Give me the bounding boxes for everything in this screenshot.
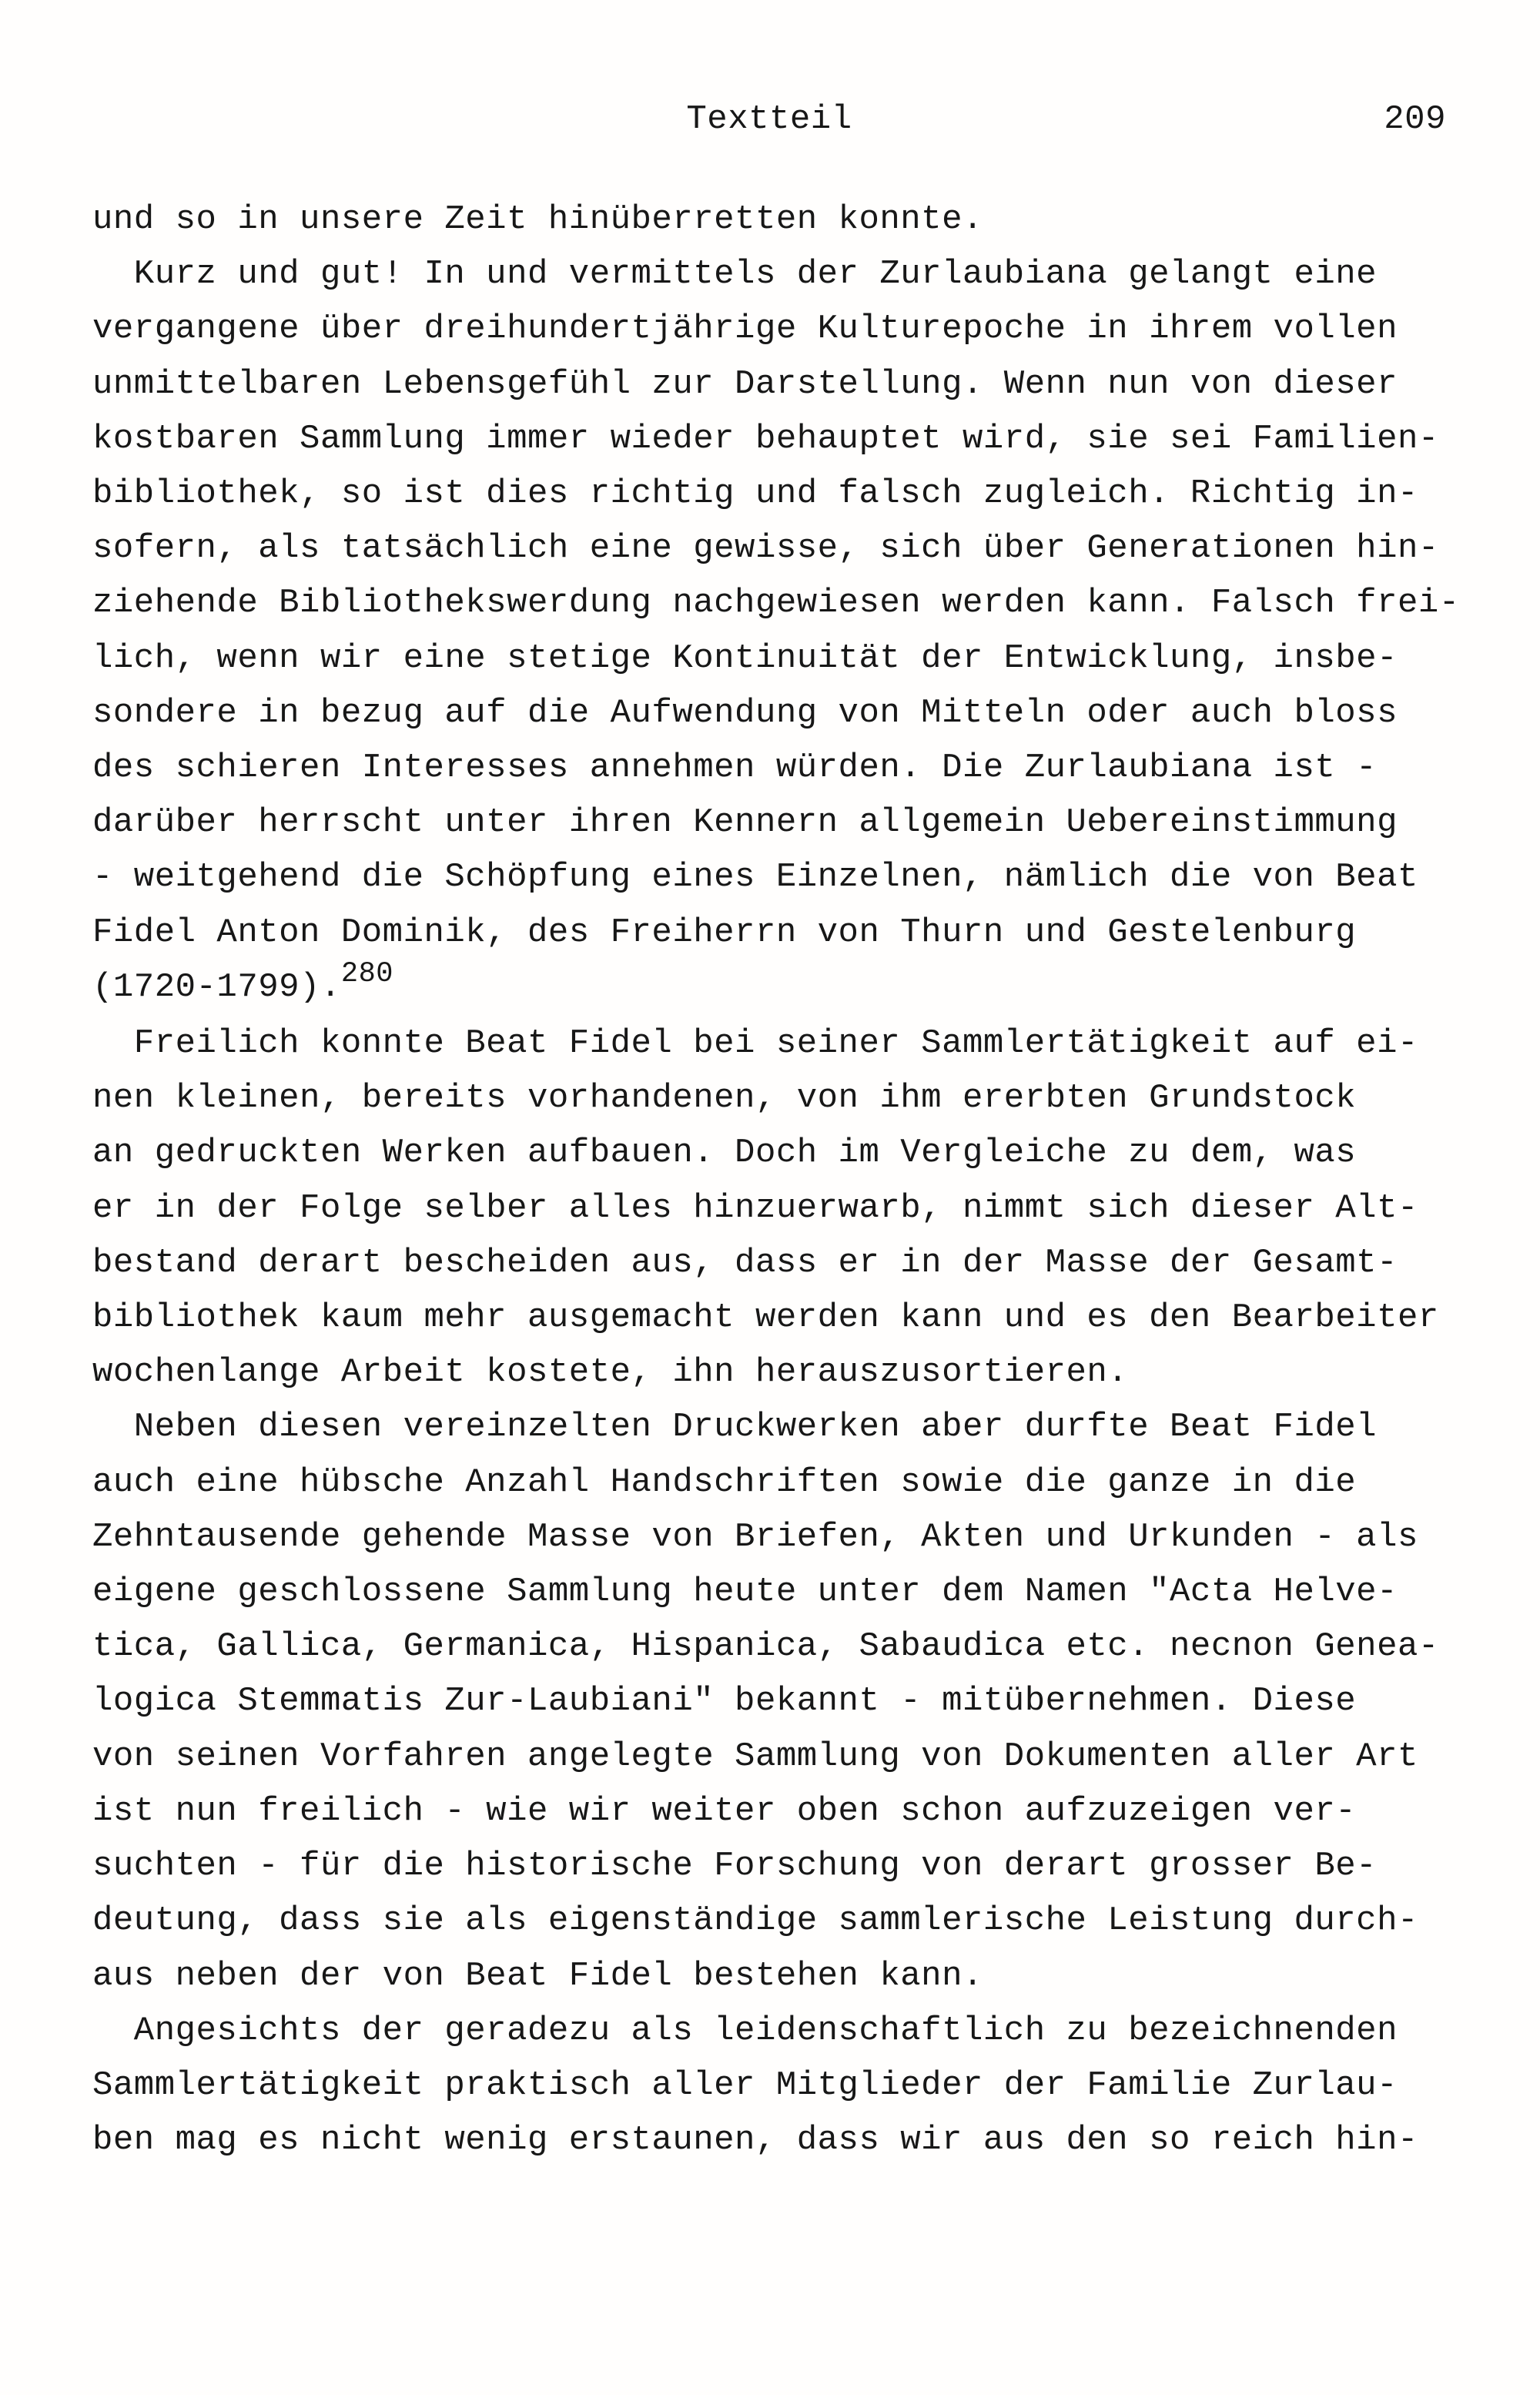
text-line — [92, 850, 1486, 905]
text-line-content: logica Stemmatis Zur-Laubiani" bekannt - mitübernehmen. Diese — [92, 1682, 1357, 1721]
text-line — [92, 1017, 1486, 1071]
text-line — [92, 1730, 1486, 1784]
text-line — [92, 521, 1486, 576]
text-line-content: vergangene über dreihundertjährige Kulturepoche in ihrem vollen — [92, 310, 1398, 349]
text-line — [92, 1126, 1486, 1181]
text-line-content: lich, wenn wir eine stetige Kontinuität der Entwicklung, insbe- — [92, 638, 1398, 678]
page-number: 209 — [1384, 100, 1446, 139]
text-line-content: aus neben der von Beat Fidel bestehen kann. — [92, 1956, 983, 1995]
text-line — [92, 1620, 1486, 1674]
text-line-content: - weitgehend die Schöpfung eines Einzelnen, nämlich die von Beat — [92, 858, 1418, 897]
footnote-marker: 280 — [340, 958, 393, 991]
text-line-content: Angesichts der geradezu als leidenschaftlich zu bezeichnenden — [92, 2011, 1398, 2050]
text-line — [92, 2004, 1486, 2058]
text-line-content: Sammlertätigkeit praktisch aller Mitglieder der Familie Zurlau- — [92, 2065, 1398, 2105]
text-line — [92, 576, 1486, 631]
text-line-content: an gedruckten Werken aufbauen. Doch im Vergleiche zu dem, was — [92, 1134, 1357, 1173]
text-line — [92, 796, 1486, 850]
text-line-content: wochenlange Arbeit kostete, ihn herauszusortieren. — [92, 1353, 1129, 1392]
text-line — [92, 193, 1486, 247]
text-line-content: Freilich konnte Beat Fidel bei seiner Sammlertätigkeit auf ei- — [92, 1024, 1418, 1064]
text-line — [92, 2058, 1486, 2113]
running-title: Textteil — [686, 100, 852, 139]
text-line-content: eigene geschlossene Sammlung heute unter dem Namen "Acta Helve- — [92, 1573, 1398, 1612]
text-line-content: ben mag es nicht wenig erstaunen, dass wir aus den so reich hin- — [92, 2121, 1418, 2160]
text-line — [92, 1400, 1486, 1455]
text-line — [92, 960, 1486, 1017]
text-line — [92, 631, 1486, 686]
page-body — [92, 193, 1486, 2168]
text-line-content: kostbaren Sammlung immer wieder behauptet wird, sie sei Familien- — [92, 419, 1439, 458]
text-line-content: und so in unsere Zeit hinüberretten konnte. — [92, 200, 983, 239]
text-line-content: sofern, als tatsächlich eine gewisse, sich über Generationen hin- — [92, 529, 1439, 568]
text-line-content: ist nun freilich - wie wir weiter oben schon aufzuzeigen ver- — [92, 1791, 1357, 1831]
text-line-content: er in der Folge selber alles hinzuerwarb, nimmt sich dieser Alt- — [92, 1188, 1418, 1228]
text-line — [92, 1345, 1486, 1400]
text-line-content: des schieren Interesses annehmen würden. Die Zurlaubiana ist - — [92, 749, 1378, 788]
text-line — [92, 1894, 1486, 1948]
text-line-content: bibliothek kaum mehr ausgemacht werden kann und es den Bearbeiter — [92, 1298, 1439, 1338]
text-line-content: sondere in bezug auf die Aufwendung von Mitteln oder auch bloss — [92, 693, 1398, 732]
text-line-content: Zehntausende gehende Masse von Briefen, Akten und Urkunden - als — [92, 1517, 1418, 1556]
text-line — [92, 1181, 1486, 1236]
text-line — [92, 1291, 1486, 1345]
text-line-content: von seinen Vorfahren angelegte Sammlung von Dokumenten aller Art — [92, 1737, 1418, 1776]
text-line — [92, 357, 1486, 412]
text-line-content: deutung, dass sie als eigenständige sammlerische Leistung durch- — [92, 1901, 1418, 1941]
text-line-content: unmittelbaren Lebensgefühl zur Darstellung. Wenn nun von dieser — [92, 364, 1398, 404]
text-line — [92, 1565, 1486, 1620]
text-line — [92, 247, 1486, 302]
text-line — [92, 1510, 1486, 1565]
text-line — [92, 1949, 1486, 2004]
text-line — [92, 1674, 1486, 1729]
text-line-content: suchten - für die historische Forschung von derart grosser Be- — [92, 1847, 1378, 1886]
text-line-content: bestand derart bescheiden aus, dass er in der Masse der Gesamt- — [92, 1243, 1398, 1282]
text-line — [92, 2113, 1486, 2168]
text-line — [92, 467, 1486, 521]
text-line-content: ziehende Bibliothekswerdung nachgewiesen werden kann. Falsch frei- — [92, 584, 1460, 623]
text-line-content: auch eine hübsche Anzahl Handschriften sowie die ganze in die — [92, 1462, 1357, 1502]
text-line — [92, 1839, 1486, 1894]
text-line — [92, 741, 1486, 796]
text-line — [92, 412, 1486, 467]
text-line — [92, 1071, 1486, 1126]
text-line-content: darüber herrscht unter ihren Kennern allgemein Uebereinstimmung — [92, 803, 1398, 842]
text-line — [92, 1784, 1486, 1839]
text-line — [92, 1455, 1486, 1510]
text-line-content: (1720-1799). — [92, 967, 341, 1007]
text-line-content: Neben diesen vereinzelten Druckwerken aber durfte Beat Fidel — [92, 1408, 1378, 1447]
text-line — [92, 686, 1486, 741]
text-line-content: nen kleinen, bereits vorhandenen, von ihm ererbten Grundstock — [92, 1079, 1357, 1118]
text-line — [92, 302, 1486, 357]
text-line — [92, 906, 1486, 960]
text-line-content: Fidel Anton Dominik, des Freiherrn von Thurn und Gestelenburg — [92, 913, 1357, 952]
text-line-content: tica, Gallica, Germanica, Hispanica, Sabaudica etc. necnon Genea- — [92, 1627, 1439, 1666]
text-line-content: bibliothek, so ist dies richtig und falsch zugleich. Richtig in- — [92, 474, 1418, 514]
text-line-content: Kurz und gut! In und vermittels der Zurlaubiana gelangt eine — [92, 255, 1378, 294]
text-line — [92, 1236, 1486, 1291]
page-header — [92, 100, 1446, 139]
